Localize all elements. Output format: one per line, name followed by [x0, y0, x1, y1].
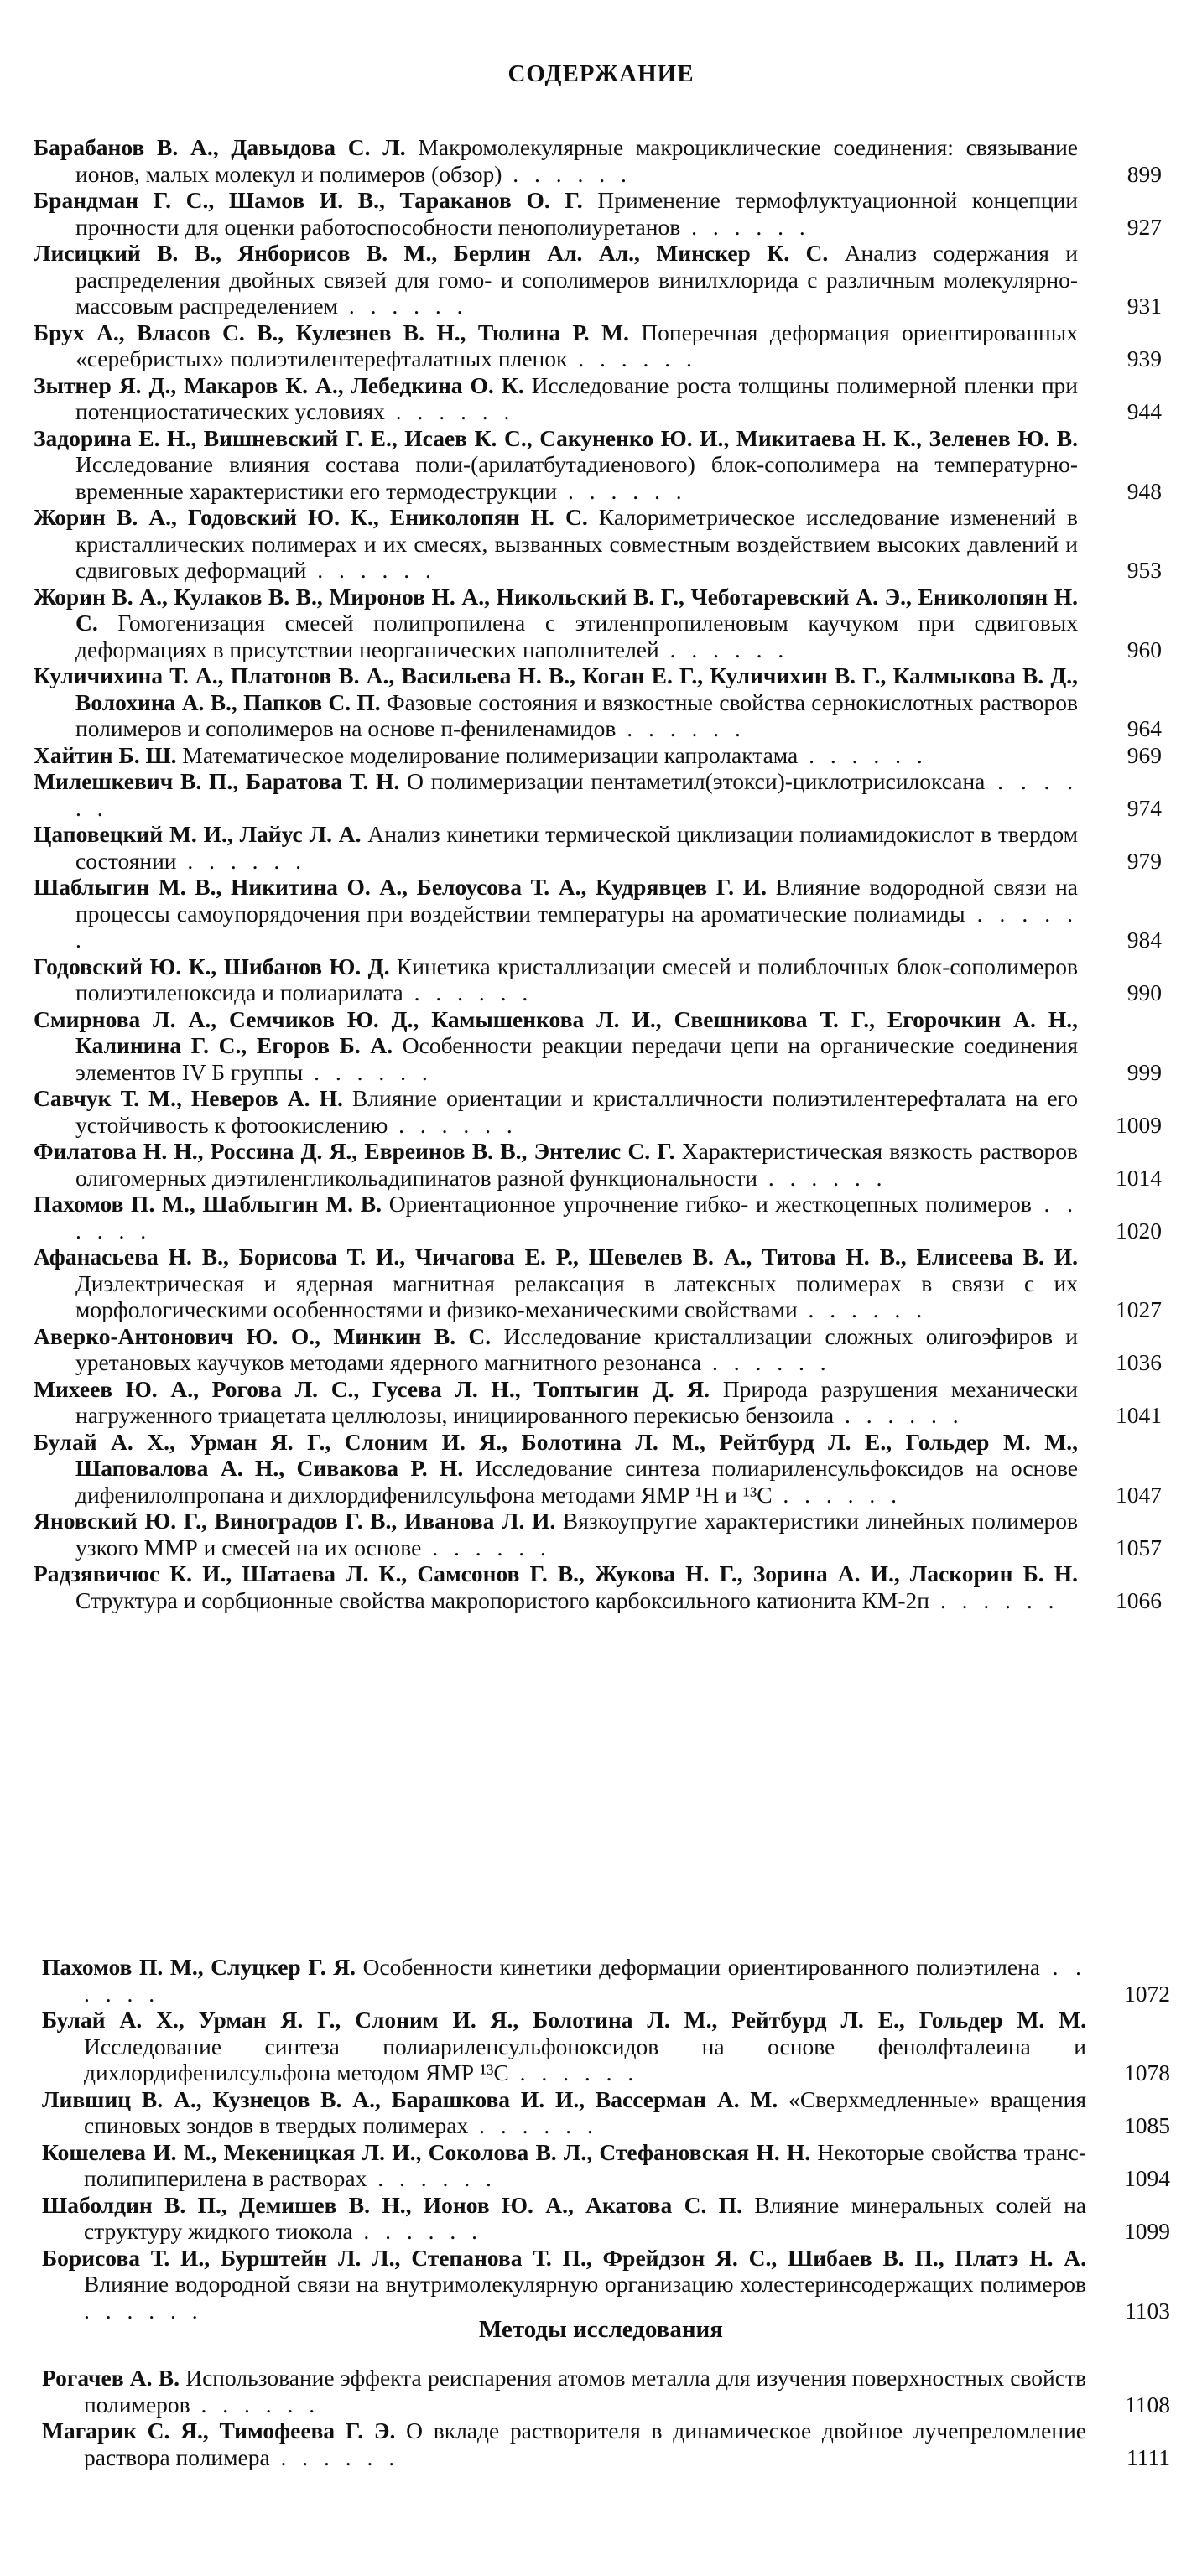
toc-entry-title: Характеристическая вязкость растворов олигомерных диэтиленгликольадипинатов разной функциональности: [75, 1138, 1078, 1191]
toc-entry: [34, 742, 1162, 769]
toc-entry-title: Исследование роста толщины полимерной пленки при потенциостатических условиях: [75, 371, 1079, 424]
toc-entry-authors: Рогачев А. В.: [42, 2365, 180, 2391]
toc-entry-title: Природа разрушения механически нагруженного триацетата целлюлозы, инициированного перекисью бензоила: [75, 1375, 1079, 1428]
toc-second-list: [42, 1954, 1170, 2324]
leader-dots: . . . . . .: [352, 2218, 483, 2244]
toc-entry-page: 1066: [1116, 1587, 1162, 1613]
toc-entry-text: [34, 1323, 1162, 1376]
toc-entry: [34, 768, 1162, 821]
toc-entry-title: Особенности реакции передачи цепи на органические соединения элементов IV Б группы: [75, 1032, 1079, 1085]
toc-entry-page: 1027: [1116, 1296, 1162, 1322]
leader-dots: . . . . . .: [680, 213, 810, 240]
leader-dots: . . . . . .: [337, 293, 468, 319]
toc-entry: [34, 187, 1162, 240]
toc-entry-title: Влияние водородной связи на процессы самоупорядочения при воздействии температуры на ароматические полиамиды: [75, 874, 1078, 927]
toc-entry-authors: Годовский Ю. К., Шибанов Ю. Д.: [34, 953, 390, 979]
leader-dots: . . . . . .: [772, 1481, 903, 1508]
toc-entry-page: 1057: [1116, 1534, 1162, 1561]
toc-entry-text: [34, 1191, 1162, 1244]
leader-dots: . . . . . .: [84, 1954, 1087, 2007]
toc-entry: [42, 2139, 1170, 2192]
toc-entry-page: 969: [1127, 741, 1162, 768]
leader-dots: . . . . . .: [658, 636, 789, 662]
toc-entry: [34, 874, 1162, 953]
toc-entry: [42, 2086, 1170, 2139]
leader-dots: . . . . . .: [701, 1349, 831, 1375]
toc-entry-text: [42, 2007, 1170, 2086]
toc-entry-text: [42, 2086, 1170, 2139]
toc-entry: [34, 504, 1162, 584]
toc-entry-text: [34, 1138, 1162, 1191]
toc-entry-authors: Барабанов В. А., Давыдова С. Л.: [34, 134, 406, 160]
leader-dots: . . . . . .: [384, 398, 515, 424]
toc-entry-page: 999: [1127, 1058, 1162, 1085]
toc-entry-text: [42, 2365, 1170, 2418]
toc-entry-text: [34, 1006, 1162, 1086]
toc-entry-text: [42, 2245, 1170, 2324]
toc-entry: [34, 240, 1162, 319]
toc-entry: [34, 1376, 1162, 1429]
toc-entry-text: [34, 1508, 1162, 1561]
toc-entry-page: 984: [1127, 927, 1162, 953]
toc-entry-page: 899: [1127, 160, 1162, 187]
toc-entry-authors: Филатова Н. Н., Россина Д. Я., Евреинов В. В., Энтелис С. Г.: [34, 1138, 675, 1164]
toc-entry-authors: Цаповецкий М. И., Лайус Л. А.: [34, 821, 362, 847]
leader-dots: . . . . . .: [508, 2059, 639, 2085]
toc-entry-page: 1047: [1116, 1481, 1162, 1508]
toc-entry: [34, 1429, 1162, 1509]
toc-entry-title: Калориметрическое исследование изменений в кристаллических полимерах и их смесях, вызванных совместным воздействием высоких давлений и сдвиговых деформаций: [75, 504, 1078, 583]
toc-entry-title: Поперечная деформация ориентированных «серебристых» полиэтилентерефталатных пленок: [75, 319, 1078, 371]
toc-entry: [34, 425, 1162, 505]
leader-dots: . . . . . .: [616, 715, 746, 741]
toc-entry-page: 953: [1127, 557, 1162, 583]
leader-dots: . . . . . .: [84, 2297, 203, 2324]
toc-entry-page: 990: [1127, 979, 1162, 1005]
toc-entry-text: [42, 2192, 1170, 2245]
toc-entry-authors: Михеев Ю. А., Рогова Л. С., Гусева Л. Н., Топтыгин Д. Я.: [34, 1375, 710, 1402]
toc-methods-list: [42, 2365, 1170, 2470]
leader-dots: . . . . . .: [757, 1164, 887, 1191]
toc-entry-title: Использование эффекта реиспарения атомов металла для изучения поверхностных свойств полимеров: [84, 2365, 1086, 2418]
toc-entry-page: 1014: [1116, 1164, 1162, 1191]
toc-entry-authors: Жорин В. А., Годовский Ю. К., Ениколопян Н. С.: [34, 504, 588, 530]
toc-entry-page: 1036: [1116, 1349, 1162, 1375]
toc-entry-authors: Пахомов П. М., Слуцкер Г. Я.: [42, 1954, 356, 1980]
toc-entry-text: [34, 319, 1162, 372]
toc-entry: [34, 1191, 1162, 1244]
toc-entry-page: 944: [1127, 398, 1162, 424]
toc-entry-page: 948: [1127, 477, 1162, 504]
toc-entry-text: [34, 240, 1162, 319]
toc-entry-page: 1020: [1116, 1217, 1162, 1244]
toc-entry-title: «Сверхмедленные» вращения спиновых зондов в твердых полимерах: [84, 2085, 1086, 2138]
toc-entry-authors: Куличихина Т. А., Платонов В. А., Васильева Н. В., Коган Е. Г., Куличихин В. Г., Калмыкова В. Д., Волохина А. В., Папков С. П.: [34, 662, 1078, 715]
leader-dots: . . . . . .: [502, 160, 632, 187]
toc-entry-text: [34, 874, 1162, 953]
toc-entry-authors: Савчук Т. М., Неверов А. Н.: [34, 1085, 343, 1111]
leader-dots: . . . . . .: [306, 557, 436, 583]
toc-entry-page: 974: [1127, 794, 1162, 821]
toc-entry-page: 1078: [1124, 2059, 1170, 2085]
toc-entry: [34, 662, 1162, 742]
toc-entry-page: 939: [1127, 345, 1162, 371]
toc-entry-text: [34, 742, 1162, 769]
toc-entry: [34, 134, 1162, 187]
toc-entry-title: Структура и сорбционные свойства макропористого карбоксильного катионита КМ-2п: [75, 1587, 930, 1613]
toc-entry-page: 927: [1127, 213, 1162, 240]
toc-entry: [34, 1323, 1162, 1376]
toc-entry-text: [34, 821, 1162, 874]
toc-entry-title: Макромолекулярные макроциклические соединения: связывание ионов, малых молекул и полимеров (обзор): [75, 134, 1079, 187]
leader-dots: . . . . . .: [421, 1534, 551, 1561]
toc-entry-authors: Аверко-Антонович Ю. О., Минкин В. С.: [34, 1322, 492, 1349]
section-heading-methods: Методы исследования: [479, 2316, 723, 2343]
toc-entry-authors: Кошелева И. М., Мекеницкая Л. И., Соколова В. Л., Стефановская Н. Н.: [42, 2138, 811, 2165]
leader-dots: . . . . . .: [190, 2391, 320, 2418]
toc-entry-text: [42, 2139, 1170, 2192]
toc-entry-text: [34, 1429, 1162, 1509]
leader-dots: . . . . . .: [269, 2444, 400, 2470]
toc-entry: [34, 1561, 1162, 1613]
toc-entry-text: [34, 662, 1162, 742]
toc-entry-text: [34, 1085, 1162, 1138]
toc-entry-authors: Афанасьева Н. В., Борисова Т. И., Чичагова Е. Р., Шевелев В. А., Титова Н. В., Елисеева В. И.: [34, 1244, 1078, 1270]
toc-entry-page: 1103: [1125, 2297, 1170, 2324]
toc-entry-title: Исследование синтеза полиариленсульфоноксидов на основе фенолфталеина и дихлордифенилсульфона методом ЯМР ¹³С: [84, 2033, 1086, 2085]
leader-dots: . . . . . .: [367, 2165, 497, 2191]
toc-entry-title: О вкладе растворителя в динамическое двойное лучепреломление раствора полимера: [84, 2418, 1087, 2470]
toc-entry: [42, 2245, 1170, 2324]
toc-entry-page: 979: [1127, 847, 1162, 874]
leader-dots: . . . . . .: [929, 1587, 1059, 1613]
toc-entry: [34, 1085, 1162, 1138]
toc-entry-authors: Смирнова Л. А., Семчиков Ю. Д., Камышенкова Л. И., Свешникова Т. Г., Егорочкин А. Н., Калинина Г. С., Егоров Б. А.: [34, 1005, 1078, 1058]
toc-entry-title: Диэлектрическая и ядерная магнитная релаксация в латексных полимерах в связи с их морфологическими особенностями и физико-механическими свойствами: [75, 1270, 1078, 1322]
leader-dots: . . . . . .: [834, 1402, 964, 1428]
toc-entry-authors: Милешкевич В. П., Баратова Т. Н.: [34, 768, 400, 794]
toc-main-list: [34, 134, 1162, 1613]
toc-entry-title: Математическое моделирование полимеризации капролактама: [182, 741, 799, 768]
leader-dots: . . . . . .: [75, 1191, 1078, 1244]
toc-entry-title: Исследование синтеза полиариленсульфоксидов на основе дифенилолпропана и дихлордифенилсульфона методами ЯМР ¹Н и ¹³С: [75, 1455, 1079, 1508]
leader-dots: . . . . . .: [567, 345, 697, 371]
toc-entry-authors: Булай А. Х., Урман Я. Г., Слоним И. Я., Болотина Л. М., Рейтбурд Л. Е., Гольдер М. М., Шаповалова А. Н., Сивакова Р. Н.: [34, 1428, 1078, 1481]
toc-entry-title: Гомогенизация смесей полипропилена с этиленпропиленовым каучуком при сдвиговых деформациях в присутствии неорганических наполнителей: [75, 610, 1078, 662]
toc-entry-title: Исследование кристаллизации сложных олигоэфиров и уретановых каучуков методами ядерного магнитного резонанса: [75, 1322, 1079, 1375]
toc-entry-text: [34, 134, 1162, 187]
toc-entry-authors: Брух А., Власов С. В., Кулезнев В. Н., Тюлина Р. М.: [34, 319, 629, 345]
toc-entry-title: Некоторые свойства транс-полипиперилена в растворах: [84, 2138, 1087, 2191]
toc-entry: [42, 2365, 1170, 2418]
leader-dots: . . . . . .: [797, 1296, 928, 1322]
toc-entry-authors: Задорина Е. Н., Вишневский Г. Е., Исаев К. С., Сакуненко Ю. И., Микитаева Н. К., Зеленев Ю. В.: [34, 424, 1078, 451]
toc-entry-authors: Булай А. Х., Урман Я. Г., Слоним И. Я., Болотина Л. М., Рейтбурд Л. Е., Гольдер М. М.: [42, 2007, 1086, 2033]
toc-entry-text: [34, 1376, 1162, 1429]
toc-entry-text: [34, 584, 1162, 663]
toc-entry-authors: Шаболдин В. П., Демишев В. Н., Ионов Ю. А., Акатова С. П.: [42, 2191, 742, 2218]
toc-entry: [34, 821, 1162, 874]
toc-entry: [42, 1954, 1170, 2007]
toc-entry-title: Вязкоупругие характеристики линейных полимеров узкого ММР и смесей на их основе: [75, 1508, 1078, 1561]
toc-entry-authors: Магарик С. Я., Тимофеева Г. Э.: [42, 2418, 396, 2444]
toc-entry-text: [42, 1954, 1170, 2007]
page-title: СОДЕРЖАНИЕ: [507, 60, 695, 87]
toc-entry-authors: Борисова Т. И., Бурштейн Л. Л., Степанова Т. П., Фрейдзон Я. С., Шибаев В. П., Платэ Н. А.: [42, 2244, 1086, 2271]
toc-entry-page: 964: [1127, 715, 1162, 741]
toc-entry-text: [34, 953, 1162, 1006]
toc-entry-text: [34, 504, 1162, 584]
toc-entry-text: [34, 1561, 1162, 1613]
leader-dots: . . . . . .: [403, 979, 533, 1005]
toc-entry-title: Особенности кинетики деформации ориентированного полиэтилена: [362, 1954, 1041, 1980]
toc-entry-authors: Жорин В. А., Кулаков В. В., Миронов Н. А., Никольский В. Г., Чеботаревский А. Э., Ениколопян Н. С.: [34, 583, 1078, 636]
toc-entry-authors: Лившиц В. А., Кузнецов В. А., Барашкова И. И., Вассерман А. М.: [42, 2085, 778, 2112]
toc-entry-page: 1099: [1124, 2218, 1170, 2244]
toc-entry: [34, 319, 1162, 372]
toc-entry-title: Кинетика кристаллизации смесей и полиблочных блок-сополимеров полиэтиленоксида и полиарилата: [75, 953, 1078, 1005]
toc-entry-page: 1111: [1127, 2444, 1170, 2470]
toc-entry: [34, 584, 1162, 663]
leader-dots: . . . . . .: [557, 477, 687, 504]
toc-entry: [34, 372, 1162, 425]
toc-entry-authors: Брандман Г. С., Шамов И. В., Тараканов О. Г.: [34, 187, 583, 213]
toc-entry-authors: Шаблыгин М. В., Никитина О. А., Белоусова Т. А., Кудрявцев Г. И.: [34, 874, 767, 900]
toc-entry-page: 1009: [1116, 1111, 1162, 1138]
toc-entry-authors: Зытнер Я. Д., Макаров К. А., Лебедкина О. К.: [34, 371, 524, 398]
toc-entry-title: Анализ содержания и распределения двойных связей для гомо- и сополимеров винилхлорида с различным молекулярно-массовым распределением: [75, 240, 1078, 319]
toc-entry-authors: Лисицкий В. В., Янборисов В. М., Берлин Ал. Ал., Минскер К. С.: [34, 240, 829, 266]
toc-entry-title: Ориентационное упрочнение гибко- и жесткоцепных полимеров: [388, 1191, 1032, 1217]
leader-dots: . . . . . .: [388, 1111, 518, 1138]
toc-entry-text: [34, 425, 1162, 505]
toc-entry-text: [42, 2418, 1170, 2470]
toc-entry-title: Анализ кинетики термической циклизации полиамидокислот в твердом состоянии: [75, 821, 1079, 874]
toc-entry-title: Применение термофлуктуационной концепции прочности для оценки работоспособности пенополиуретанов: [75, 187, 1078, 240]
leader-dots: . . . . . .: [468, 2112, 598, 2138]
toc-entry-page: 1041: [1116, 1402, 1162, 1428]
toc-entry-page: 960: [1127, 636, 1162, 662]
toc-entry: [34, 1006, 1162, 1086]
leader-dots: . . . . . .: [303, 1058, 433, 1085]
toc-entry-title: Фазовые состояния и вязкостные свойства сернокислотных растворов полимеров и сополимеров на основе п-фениленамидов: [75, 688, 1079, 741]
toc-entry: [42, 2418, 1170, 2470]
leader-dots: . . . . . .: [75, 900, 1078, 953]
toc-entry-page: 931: [1127, 293, 1162, 319]
leader-dots: . . . . . .: [176, 847, 307, 874]
toc-entry-page: 1108: [1125, 2391, 1170, 2418]
toc-entry-text: [34, 1244, 1162, 1323]
toc-entry-text: [34, 372, 1162, 425]
toc-entry: [42, 2007, 1170, 2086]
toc-entry-authors: Хайтин Б. Ш.: [34, 741, 177, 768]
toc-entry-page: 1094: [1124, 2165, 1170, 2191]
toc-entry: [34, 1138, 1162, 1191]
toc-entry-title: Влияние ориентации и кристалличности полиэтилентерефталата на его устойчивость к фотоокислению: [75, 1085, 1079, 1138]
toc-entry: [42, 2192, 1170, 2245]
leader-dots: . . . . . .: [75, 768, 1079, 821]
toc-entry: [34, 953, 1162, 1006]
toc-entry-authors: Яновский Ю. Г., Виноградов Г. В., Иванова Л. И.: [34, 1508, 556, 1534]
toc-entry-title: Исследование влияния состава поли-(арилатбутадиенового) блок-сополимера на температурно-временные характеристики его термодеструкции: [75, 451, 1078, 504]
toc-entry-page: 1072: [1124, 1980, 1170, 2007]
toc-entry-authors: Пахомов П. М., Шаблыгин М. В.: [34, 1191, 382, 1217]
leader-dots: . . . . . .: [798, 741, 928, 768]
toc-entry-authors: Радзявичюс К. И., Шатаева Л. К., Самсонов Г. В., Жукова Н. Г., Зорина А. И., Ласкорин Б. Н.: [34, 1561, 1078, 1587]
toc-entry-text: [34, 187, 1162, 240]
toc-entry-page: 1085: [1124, 2112, 1170, 2138]
toc-entry: [34, 1244, 1162, 1323]
toc-entry-title: Влияние водородной связи на внутримолекулярную организацию холестеринсодержащих полимеров: [84, 2271, 1086, 2297]
toc-entry-text: [34, 768, 1162, 821]
toc-entry-title: Влияние минеральных солей на структуру жидкого тиокола: [84, 2191, 1086, 2244]
toc-entry: [34, 1508, 1162, 1561]
toc-entry-title: О полимеризации пентаметил(этокси)-циклотрисилоксана: [407, 768, 986, 794]
